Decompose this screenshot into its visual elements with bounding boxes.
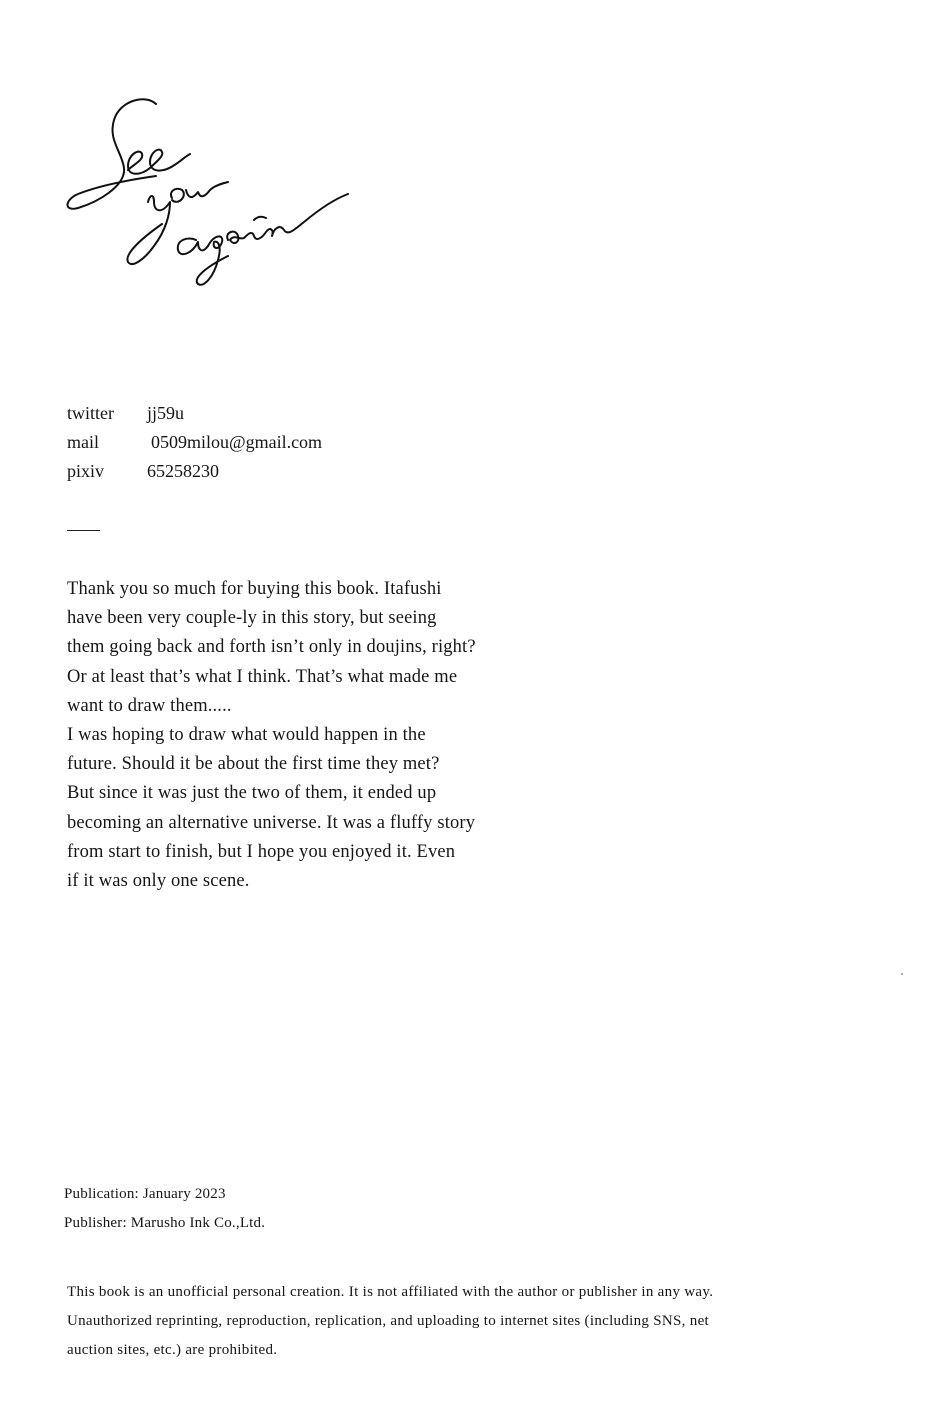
afterword-line: Or at least that’s what I think. That’s what made me xyxy=(67,666,458,687)
afterword-line: But since it was just the two of them, it ended up xyxy=(67,783,437,804)
notice-line: auction sites, etc.) are prohibited. xyxy=(67,1342,278,1358)
notice-line: This book is an unofficial personal creation. It is not affiliated with the author or publisher in any way. xyxy=(67,1284,714,1300)
twitter-label: twitter xyxy=(67,403,114,423)
paper-speck xyxy=(901,973,903,975)
afterword-line: have been very couple-ly in this story, but seeing xyxy=(67,608,437,629)
twitter-handle: jj59u xyxy=(147,403,185,423)
copyright-notice xyxy=(67,1278,887,1365)
publisher-name: Publisher: Marusho Ink Co.,Ltd. xyxy=(64,1215,266,1231)
pixiv-label: pixiv xyxy=(67,461,105,481)
afterword-line: Thank you so much for buying this book. Itafushi xyxy=(67,579,442,599)
contact-mail xyxy=(67,428,322,457)
afterword-line: them going back and forth isn’t only in doujins, right? xyxy=(67,637,476,658)
see-you-again-signature xyxy=(58,90,358,300)
afterword-line: want to draw them..... xyxy=(67,695,232,716)
notice-line: Unauthorized reprinting, reproduction, replication, and uploading to internet sites (including SNS, net xyxy=(67,1313,710,1329)
mail-address: 0509milou@gmail.com xyxy=(151,432,323,452)
afterword-line: becoming an alternative universe. It was a fluffy story xyxy=(67,812,476,833)
pixiv-id: 65258230 xyxy=(147,461,219,481)
afterword-line: future. Should it be about the first time they met? xyxy=(67,754,440,775)
publication-info xyxy=(64,1180,265,1238)
section-divider xyxy=(67,530,100,531)
afterword-line: from start to finish, but I hope you enjoyed it. Even xyxy=(67,841,456,862)
contact-twitter xyxy=(67,399,322,428)
contact-pixiv xyxy=(67,457,322,486)
publication-date: Publication: January 2023 xyxy=(64,1186,226,1202)
afterword-line: if it was only one scene. xyxy=(67,871,250,892)
afterword-line: I was hoping to draw what would happen in the xyxy=(67,725,426,746)
afterword-text xyxy=(67,575,587,896)
mail-label: mail xyxy=(67,432,99,452)
contact-info xyxy=(67,399,322,486)
